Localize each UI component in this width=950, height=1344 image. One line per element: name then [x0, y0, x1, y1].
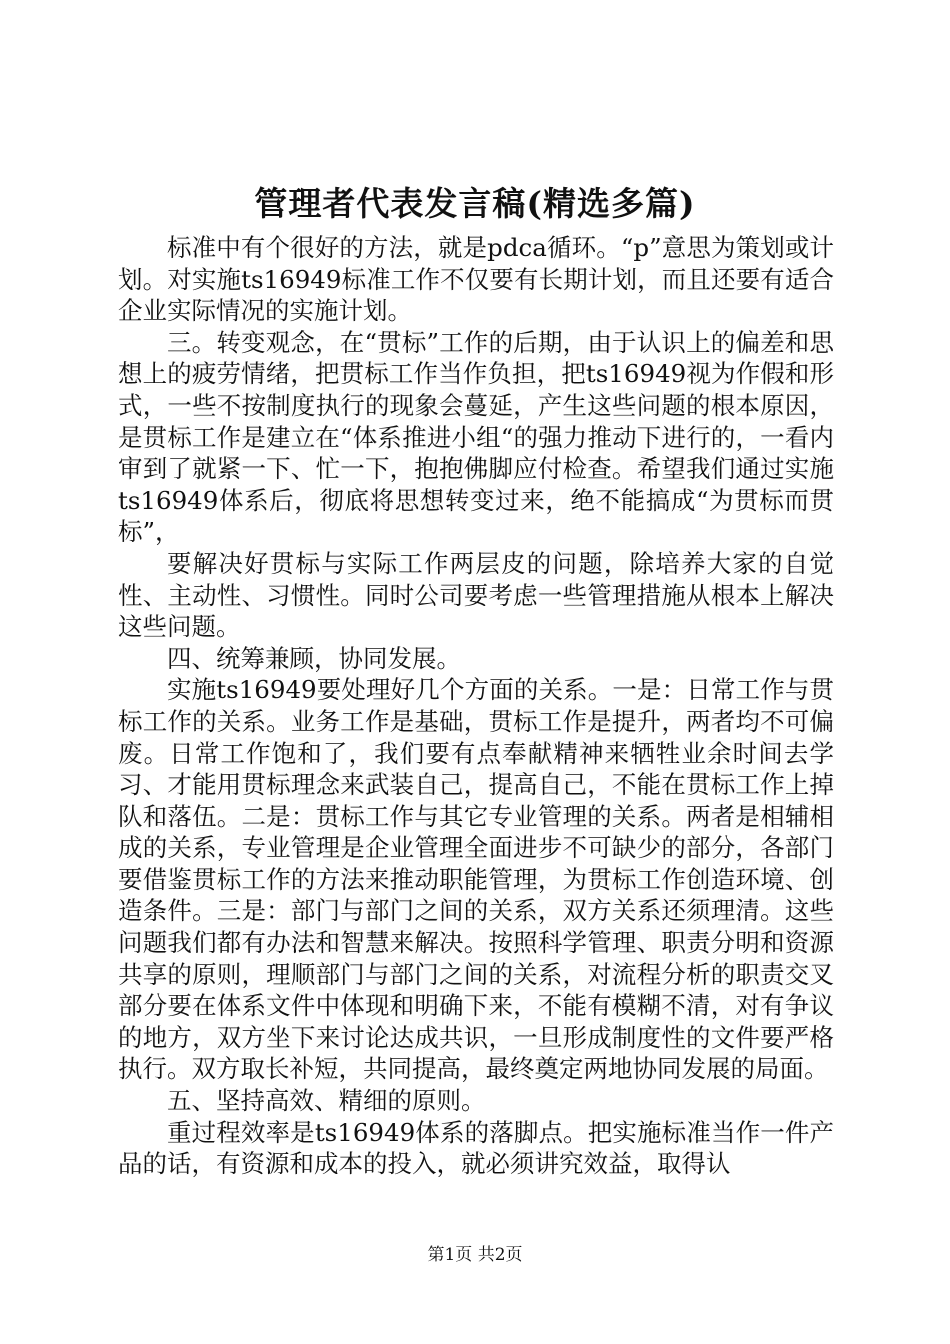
document-body [118, 232, 834, 1180]
page-footer: 第1页 共2页 [427, 1245, 523, 1265]
paragraph: 实施ts16949要处理好几个方面的关系。一是：日常工作与贯标工作的关系。业务工作是基础，贯标工作是提升，两者均不可偏废。日常工作饱和了，我们要有点奉献精神来牺牲业余时间去学习、才能用贯标理念来武装自己，提高自己，不能在贯标工作上掉队和落伍。二是：贯标工作与其它专业管理的关系。两者是相辅相成的关系，专业管理是企业管理全面进步不可缺少的部分，各部门要借鉴贯标工作的方法来推动职能管理，为贯标工作创造环境、创造条件。三是：部门与部门之间的关系，双方关系还须理清。这些问题我们都有办法和智慧来解决。按照科学管理、职责分明和资源共享的原则，理顺部门与部门之间的关系，对流程分析的职责交叉部分要在体系文件中体现和明确下来，不能有模糊不清，对有争议的地方，双方坐下来讨论达成共识，一旦形成制度性的文件要严格执行。双方取长补短，共同提高，最终奠定两地协同发展的局面。 [118, 675, 834, 1084]
paragraph: 标准中有个很好的方法，就是pdca循环。“p”意思为策划或计划。对实施ts16949标准工作不仅要有长期计划，而且还要有适合企业实际情况的实施计划。 [118, 233, 834, 326]
section-heading: 四、统筹兼顾，协同发展。 [167, 643, 461, 673]
paragraph: 三。转变观念，在“贯标”工作的后期，由于认识上的偏差和思想上的疲劳情绪，把贯标工作当作负担，把ts16949视为作假和形式，一些不按制度执行的现象会蔓延，产生这些问题的根本原因，是贯标工作是建立在“体系推进小组“的强力推动下进行的，一看内审到了就紧一下、忙一下，抱抱佛脚应付检查。希望我们通过实施ts16949体系后，彻底将思想转变过来，绝不能搞成“为贯标而贯标”， [118, 327, 834, 547]
paragraph: 重过程效率是ts16949体系的落脚点。把实施标准当作一件产品的话，有资源和成本的投入，就必须讲究效益，取得认 [118, 1117, 834, 1179]
paragraph: 要解决好贯标与实际工作两层皮的问题，除培养大家的自觉性、主动性、习惯性。同时公司要考虑一些管理措施从根本上解决这些问题。 [118, 548, 834, 642]
document-title: 管理者代表发言稿(精选多篇) [254, 184, 696, 223]
section-heading: 五、坚持高效、精细的原则。 [167, 1086, 486, 1116]
